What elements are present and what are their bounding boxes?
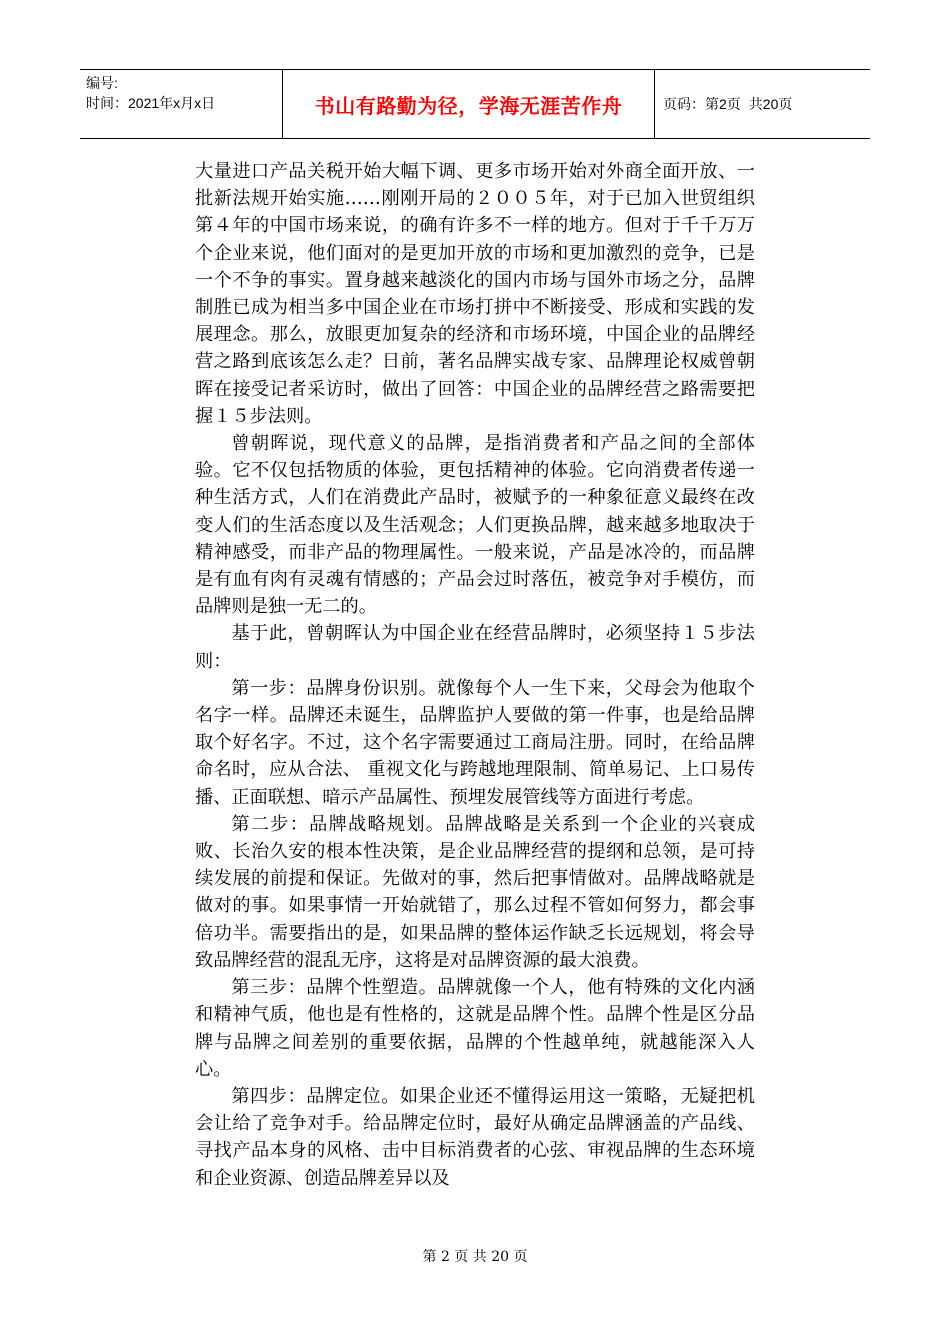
document-number-label: 编号: (86, 75, 118, 91)
paragraph: 基于此，曾朝晖认为中国企业在经营品牌时，必须坚持１５步法则： (195, 623, 755, 672)
paragraph: 大量进口产品关税开始大幅下调、更多市场开始对外商全面开放、一批新法规开始实施……刚刚开局的２００５年，对于已加入世贸组织第４年的中国市场来说，的确有许多不一样的地方。但对于千千万万个企业来说，他们面对的是更加开放的市场和更加激烈的竞争，已是一个不争的事实。置身越来越淡化的国内市场与国外市场之分，品牌制胜已成为相当多中国企业在市场打拼中不断接受、形成和实践的发展理念。那么，放眼更加复杂的经济和市场环境，中国企业的品牌经营之路到底该怎么走？日前，著名品牌实战专家、品牌理论权威曾朝晖在接受记者采访时，做出了回答：中国企业的品牌经营之路需要把握１５步法则。 (195, 161, 755, 427)
header-motto: 书山有路勤为径，学海无涯苦作舟 (314, 95, 623, 118)
paragraph: 第一步：品牌身份识别。就像每个人一生下来，父母会为他取个名字一样。品牌还未诞生，品牌监护人要做的第一件事，也是给品牌取个好名字。不过，这个名字需要通过工商局注册。同时，在给品牌命名时，应从合法、 重视文化与跨越地理限制、简单易记、上口易传播、正面联想、暗示产品属性、预埋发展管线等方面进行考虑。 (195, 677, 755, 808)
document-body (195, 158, 755, 1192)
header-motto-cell (283, 70, 655, 138)
paragraph: 曾朝晖说，现代意义的品牌，是指消费者和产品之间的全部体验。它不仅包括物质的体验，更包括精神的体验。它向消费者传递一种生活方式，人们在消费此产品时，被赋予的一种象征意义最终在改变人们的生活态度以及生活观念；人们更换品牌，越来越多地取决于精神感受，而非产品的物理属性。一般来说，产品是冰冷的，而品牌是有血有肉有灵魂有情感的；产品会过时落伍，被竞争对手模仿，而品牌则是独一无二的。 (195, 433, 755, 618)
header-page-info (655, 70, 870, 138)
footer-page-number: 第 2 页 共 20 页 (422, 1249, 528, 1265)
header-total-label: 共20页 (748, 96, 793, 112)
document-time-label: 时间：2021年x月x日 (86, 95, 216, 111)
page-header (80, 69, 870, 139)
page-footer (0, 1246, 950, 1266)
paragraph: 第三步：品牌个性塑造。品牌就像一个人，他有特殊的文化内涵和精神气质，他也是有性格的，这就是品牌个性。品牌个性是区分品牌与品牌之间差别的重要依据，品牌的个性越单纯，就越能深入人心。 (195, 977, 755, 1080)
paragraph: 第二步：品牌战略规划。品牌战略是关系到一个企业的兴衰成败、长治久安的根本性决策，是企业品牌经营的提纲和总领，是可持续发展的前提和保证。先做对的事，然后把事情做对。品牌战略就是做对的事。如果事情一开始就错了，那么过程不管如何努力，都会事倍功半。需要指出的是，如果品牌的整体运作缺乏长远规划，将会导致品牌经营的混乱无序，这将是对品牌资源的最大浪费。 (195, 813, 755, 971)
paragraph: 第四步：品牌定位。如果企业还不懂得运用这一策略，无疑把机会让给了竞争对手。给品牌定位时，最好从确定品牌涵盖的产品线、寻找产品本身的风格、击中目标消费者的心弦、审视品牌的生态环境和企业资源、创造品牌差异以及 (195, 1085, 755, 1189)
header-meta (80, 70, 283, 138)
header-page-label: 页码：第2页 (663, 96, 741, 112)
